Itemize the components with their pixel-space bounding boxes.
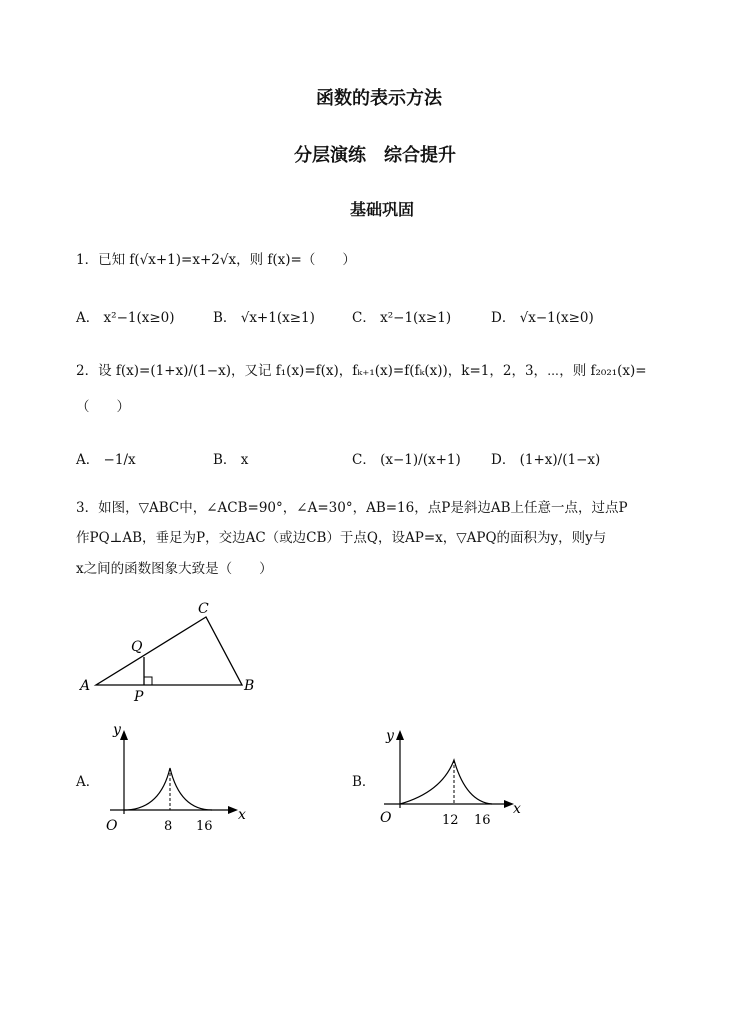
triangle-figure (70, 595, 270, 705)
q2-option-b: B． x (213, 452, 249, 468)
q1-option-a: A． x²−1(x≥0) (76, 310, 175, 326)
q2-option-a: A． −1/x (76, 452, 136, 468)
graph-option-a (100, 722, 260, 837)
page-title: 函数的表示方法 (316, 88, 442, 109)
origin-label: O (380, 810, 392, 826)
label-q: Q (131, 639, 143, 655)
question-2-blank: （ ） (76, 399, 130, 415)
x-label: x (513, 801, 521, 817)
y-axis-arrow (396, 730, 404, 740)
label-c: C (198, 601, 209, 617)
question-3-line-2: 作PQ⊥AB，垂足为P，交边AC（或边CB）于点Q，设AP=x，▽APQ的面积为y，则y与 (76, 530, 607, 546)
curve-b (400, 760, 492, 804)
curve-a (124, 768, 212, 810)
q2-option-c: C． (x−1)/(x+1) (352, 452, 461, 468)
label-b: B (244, 678, 255, 694)
x-label: x (238, 807, 246, 823)
right-angle-mark (144, 677, 152, 685)
question-3-line-3: x之间的函数图象大致是（ ） (76, 561, 273, 577)
graph-option-b (376, 722, 536, 837)
q1-option-c: C． x²−1(x≥1) (352, 310, 452, 326)
question-3-line-1: 3．如图，▽ABC中，∠ACB=90°，∠A=30°，AB=16，点P是斜边AB上任意一点，过点P (76, 500, 628, 516)
label-p: P (134, 689, 144, 705)
origin-label: O (106, 818, 118, 834)
q3-option-a-label: A． (76, 774, 100, 790)
y-label: y (386, 728, 394, 744)
page-subtitle: 分层演练 综合提升 (294, 145, 456, 166)
q1-option-d: D． √x−1(x≥0) (491, 310, 594, 326)
q3-option-b-label: B． (352, 774, 376, 790)
y-label: y (113, 722, 121, 738)
end-tick-label: 16 (474, 813, 491, 828)
section-heading: 基础巩固 (350, 200, 415, 219)
question-1-text: 1．已知 f(√x+1)=x+2√x，则 f(x)=（ ） (76, 252, 356, 268)
q1-option-b: B． √x+1(x≥1) (213, 310, 315, 326)
label-a: A (80, 678, 91, 694)
x-axis-arrow (228, 806, 238, 814)
peak-tick-label: 12 (442, 813, 459, 828)
q2-option-d: D． (1+x)/(1−x) (491, 452, 601, 468)
y-axis-arrow (120, 730, 128, 740)
question-2-text: 2．设 f(x)=(1+x)/(1−x)，又记 f₁(x)=f(x)，fₖ₊₁(x)=f(fₖ(x))，k=1，2，3，⋯，则 f₂₀₂₁(x)= (76, 363, 647, 379)
end-tick-label: 16 (196, 819, 213, 834)
triangle-abc (96, 617, 242, 685)
peak-tick-label: 8 (164, 819, 173, 834)
